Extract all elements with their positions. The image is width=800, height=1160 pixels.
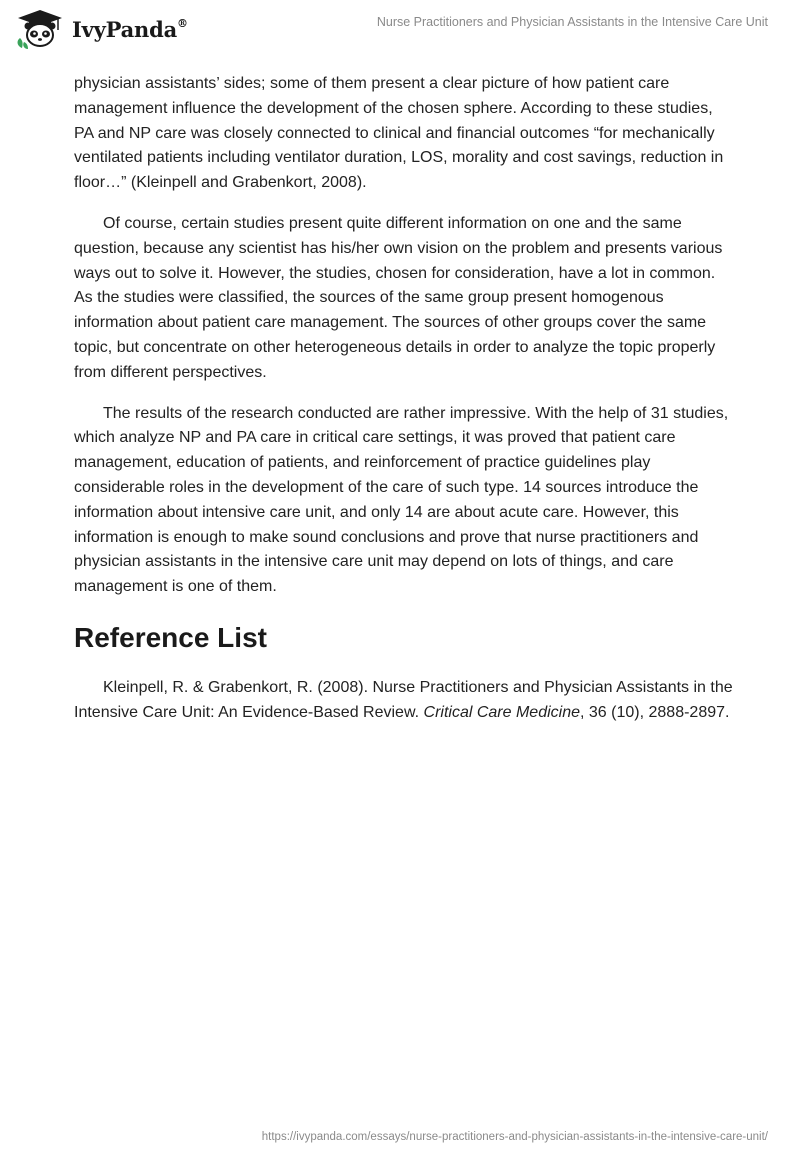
essay-body bbox=[74, 72, 734, 742]
paragraph: Of course, certain studies present quite different information on one and the same question, because any scientist has his/her own vision on the problem and presents various ways out to solve it. However, the studies, chosen for consideration, have a lot in common. As the studies were classified, the sources of the same group present homogenous information about patient care management. The sources of other groups cover the same topic, but concentrate on other heterogeneous details in order to analyze the topic properly from different perspectives. bbox=[74, 214, 723, 381]
source-url-link[interactable]: https://ivypanda.com/essays/nurse-practitioners-and-physician-assistants-in-the-intensive-care-unit/ bbox=[261, 1131, 768, 1143]
reference-authors-title: Kleinpell, R. & Grabenkort, R. (2008). Nurse Practitioners and Physician Assistants in the Intensive Care Unit: An Evidence-Based Review. bbox=[74, 678, 733, 721]
paragraph: The results of the research conducted are rather impressive. With the help of 31 studies, which analyze NP and PA care in critical care settings, it was proved that patient care management, education of patients, and reinforcement of practice guidelines play considerable roles in the development of the care of such type. 14 sources introduce the information about intensive care unit, and only 14 are about acute care. However, this information is enough to make sound conclusions and prove that nurse practitioners and physician assistants in the intensive care unit may depend on lots of things, and care management is one of them. bbox=[74, 404, 729, 596]
running-title: Nurse Practitioners and Physician Assistants in the Intensive Care Unit bbox=[376, 15, 768, 29]
brand-name: IvyPanda® bbox=[72, 16, 188, 42]
reference-entry bbox=[74, 676, 734, 726]
reference-list-heading: Reference List bbox=[74, 621, 267, 653]
ivypanda-logo[interactable] bbox=[14, 8, 188, 50]
reference-journal: Critical Care Medicine bbox=[423, 703, 581, 721]
panda-graduation-icon bbox=[14, 8, 66, 50]
paragraph: physician assistants’ sides; some of them present a clear picture of how patient care management influence the development of the chosen sphere. According to these studies, PA and NP care was closely connected to clinical and financial outcomes “for mechanically ventilated patients including ventilator duration, LOS, morality and cost savings, reduction in floor…” (Kleinpell and Grabenkort, 2008). bbox=[74, 75, 724, 192]
reference-volume-pages: , 36 (10), 2888-2897. bbox=[580, 703, 730, 721]
page-header bbox=[0, 0, 800, 60]
